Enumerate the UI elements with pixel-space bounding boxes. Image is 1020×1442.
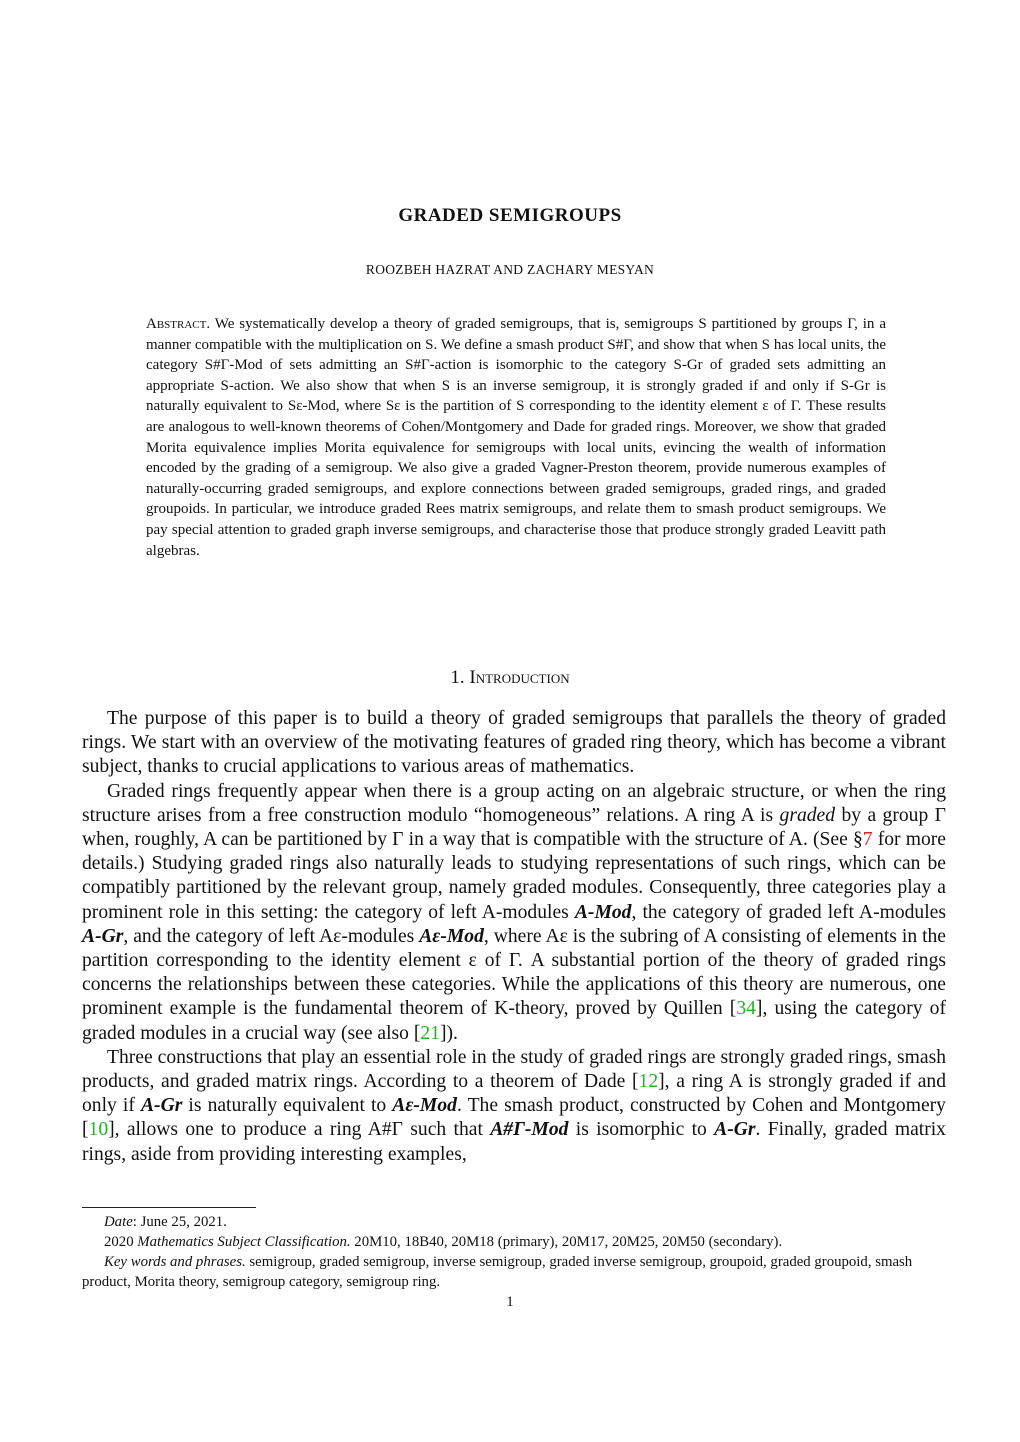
- abstract-label: Abstract.: [146, 316, 211, 332]
- citation-34[interactable]: 34: [736, 998, 756, 1020]
- paper-title: GRADED SEMIGROUPS: [398, 205, 622, 226]
- section-heading-introduction: 1. Introduction: [450, 667, 570, 688]
- paragraph-3: Three constructions that play an essential role in the study of graded rings are strongly graded rings, smash products, and graded matrix rings. According to a theorem of Dade [12], a ring A is strongly graded if and only if A-Gr is naturally equivalent to Aε-Mod. The smash product, constructed by Cohen and Montgomery [10], allows one to produce a ring A#Γ such that A#Γ-Mod is isomorphic to A-Gr. Finally, graded matrix rings, aside from providing interesting examples,: [82, 1046, 946, 1165]
- introduction-body: [82, 707, 946, 1167]
- paragraph-1: The purpose of this paper is to build a theory of graded semigroups that parallels the theory of graded rings. We start with an overview of the motivating features of graded ring theory, which has become a vibrant subject, thanks to crucial applications to various areas of mathematics.: [82, 708, 946, 778]
- abstract: [146, 314, 886, 561]
- footnote-rule: [82, 1207, 256, 1208]
- citation-12[interactable]: 12: [638, 1071, 659, 1093]
- footnote-msc: 2020 Mathematics Subject Classification. 20M10, 18B40, 20M18 (primary), 20M17, 20M25, 20M50 (secondary).: [104, 1234, 783, 1250]
- abstract-text: We systematically develop a theory of graded semigroups, that is, semigroups S partitioned by groups Γ, in a manner compatible with the multiplication on S. We define a smash product S#Γ, and show that when S has local units, the category S#Γ-Mod of sets admitting an S#Γ-action is isomorphic to the category S-Gr of graded sets admitting an appropriate S-action. We also show that when S is an inverse semigroup, it is strongly graded if and only if S-Gr is naturally equivalent to Sε-Mod, where Sε is the partition of S corresponding to the identity element ε of Γ. These results are analogous to well-known theorems of Cohen/Montgomery and Dade for graded rings. Moreover, we show that graded Morita equivalence implies Morita equivalence for semigroups with local units, evincing the wealth of information encoded by the grading of a semigroup. We also give a graded Vagner-Preston theorem, provide numerous examples of naturally-occurring graded semigroups, and explore connections between graded semigroups, graded rings, and graded groupoids. In particular, we introduce graded Rees matrix semigroups, and relate them to smash product semigroups. We pay special attention to graded graph inverse semigroups, and characterise those that produce strongly graded Leavitt path algebras.: [146, 316, 886, 559]
- citation-21[interactable]: 21: [420, 1022, 440, 1044]
- page-number: 1: [506, 1294, 514, 1310]
- paragraph-2: Graded rings frequently appear when there is a group acting on an algebraic structure, or when the ring structure arises from a free construction modulo “homogeneous” relations. A ring A is graded by a group Γ when, roughly, A can be partitioned by Γ in a way that is compatible with the structure of A. (See §7 for more details.) Studying graded rings also naturally leads to studying representations of such rings, which can be compatibly partitioned by the relevant group, namely graded modules. Consequently, three categories play a prominent role in this setting: the category of left A-modules A-Mod, the category of graded left A-modules A-Gr, and the category of left Aε-modules Aε-Mod, where Aε is the subring of A consisting of elements in the partition corresponding to the identity element ε of Γ. A substantial portion of the theory of graded rings concerns the relationships between these categories. While the applications of this theory are numerous, one prominent example is the fundamental theorem of K-theory, proved by Quillen [34], using the category of graded modules in a crucial way (see also [21]).: [82, 780, 947, 1044]
- paper-authors: ROOZBEH HAZRAT AND ZACHARY MESYAN: [365, 262, 655, 277]
- section-ref-7[interactable]: 7: [862, 829, 873, 851]
- footnote-date: Date: June 25, 2021.: [104, 1214, 227, 1230]
- citation-10[interactable]: 10: [88, 1119, 109, 1141]
- footnotes: [82, 1212, 946, 1292]
- footnote-keywords: Key words and phrases. semigroup, graded semigroup, inverse semigroup, graded inverse semigroup, groupoid, graded groupoid, smash product, Morita theory, semigroup category, semigroup ring.: [82, 1254, 913, 1290]
